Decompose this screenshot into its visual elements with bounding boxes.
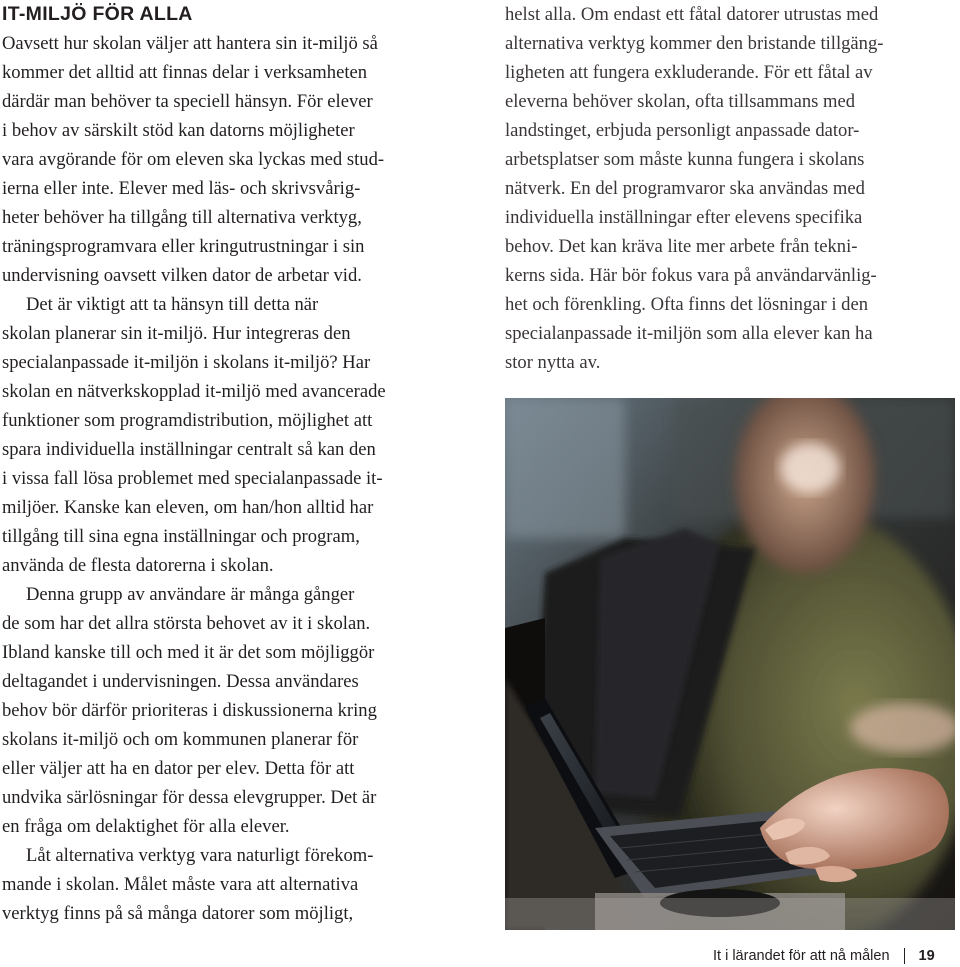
body-text-line: kommer det alltid att finnas delar i verksamheten bbox=[2, 62, 368, 83]
body-text-line: Det är viktigt att ta hänsyn till detta när bbox=[26, 294, 319, 315]
body-text-line: behov. Det kan kräva lite mer arbete från tekni- bbox=[505, 236, 858, 257]
body-text-line: spara individuella inställningar centralt så kan den bbox=[2, 439, 376, 460]
body-text-line: ierna eller inte. Elever med läs- och skrivsvårig- bbox=[2, 178, 361, 199]
body-text-line: arbetsplatser som måste kunna fungera i skolans bbox=[505, 149, 865, 170]
body-text-line: specialanpassade it-miljön som alla elever kan ha bbox=[505, 323, 873, 344]
body-text-line: undervisning oavsett vilken dator de arbetar vid. bbox=[2, 265, 362, 286]
footer-title: It i lärandet för att nå målen bbox=[713, 948, 890, 964]
body-text-line: funktioner som programdistribution, möjlighet att bbox=[2, 410, 373, 431]
photo-student-laptop bbox=[505, 398, 955, 930]
body-text-line: helst alla. Om endast ett fåtal datorer utrustas med bbox=[505, 4, 879, 25]
body-text-line: individuella inställningar efter elevens specifika bbox=[505, 207, 863, 228]
right-column-text bbox=[505, 0, 955, 377]
body-text-line: behov bör därför prioriteras i diskussionerna kring bbox=[2, 700, 377, 721]
body-text-line: Ibland kanske till och med it är det som möjliggör bbox=[2, 642, 375, 663]
section-heading: IT-MILJÖ FÖR ALLA bbox=[2, 3, 193, 25]
body-text-line: nätverk. En del programvaror ska användas med bbox=[505, 178, 865, 199]
body-text-line: heter behöver ha tillgång till alternativa verktyg, bbox=[2, 207, 362, 228]
body-text-line: landstinget, erbjuda personligt anpassade dator- bbox=[505, 120, 860, 141]
body-text-line: Låt alternativa verktyg vara naturligt förekom- bbox=[26, 845, 374, 866]
body-text-line: ligheten att fungera exkluderande. För ett fåtal av bbox=[505, 62, 873, 83]
body-text-line: het och förenkling. Ofta finns det lösningar i den bbox=[505, 294, 869, 315]
body-text-line: mande i skolan. Målet måste vara att alternativa bbox=[2, 874, 359, 895]
body-text-line: verktyg finns på så många datorer som möjligt, bbox=[2, 903, 354, 924]
body-text-line: tillgång till sina egna inställningar och program, bbox=[2, 526, 360, 547]
body-text-line: alternativa verktyg kommer den bristande tillgäng- bbox=[505, 33, 884, 54]
body-text-line: deltagandet i undervisningen. Dessa användares bbox=[2, 671, 359, 692]
body-text-line: eleverna behöver skolan, ofta tillsammans med bbox=[505, 91, 856, 112]
body-text-line: stor nytta av. bbox=[505, 352, 601, 373]
body-text-line: därdär man behöver ta speciell hänsyn. För elever bbox=[2, 91, 373, 112]
body-text-line: Oavsett hur skolan väljer att hantera sin it-miljö så bbox=[2, 33, 378, 54]
left-column-text bbox=[2, 29, 458, 928]
body-text-line: kerns sida. Här bör fokus vara på användarvänlig- bbox=[505, 265, 877, 286]
footer-divider bbox=[904, 948, 905, 964]
body-text-line: de som har det allra största behovet av it i skolan. bbox=[2, 613, 371, 634]
body-text-line: Denna grupp av användare är många gånger bbox=[26, 584, 355, 605]
page-number: 19 bbox=[918, 948, 935, 964]
body-text-line: vara avgörande för om eleven ska lyckas med stud- bbox=[2, 149, 385, 170]
body-text-line: specialanpassade it-miljön i skolans it-miljö? Har bbox=[2, 352, 371, 373]
body-text-line: miljöer. Kanske kan eleven, om han/hon alltid har bbox=[2, 497, 374, 518]
body-text-line: skolan en nätverkskopplad it-miljö med avancerade bbox=[2, 381, 386, 402]
photo-illustration bbox=[505, 398, 955, 930]
page-footer bbox=[713, 945, 935, 967]
body-text-line: i vissa fall lösa problemet med specialanpassade it- bbox=[2, 468, 383, 489]
body-text-line: träningsprogramvara eller kringutrustningar i sin bbox=[2, 236, 365, 257]
body-text-line: använda de flesta datorerna i skolan. bbox=[2, 555, 274, 576]
body-text-line: eller väljer att ha en dator per elev. Detta för att bbox=[2, 758, 355, 779]
body-text-line: i behov av särskilt stöd kan datorns möjligheter bbox=[2, 120, 355, 141]
body-text-line: skolan planerar sin it-miljö. Hur integreras den bbox=[2, 323, 351, 344]
body-text-line: en fråga om delaktighet för alla elever. bbox=[2, 816, 290, 837]
body-text-line: undvika särlösningar för dessa elevgrupper. Det är bbox=[2, 787, 377, 808]
body-text-line: skolans it-miljö och om kommunen planerar för bbox=[2, 729, 359, 750]
